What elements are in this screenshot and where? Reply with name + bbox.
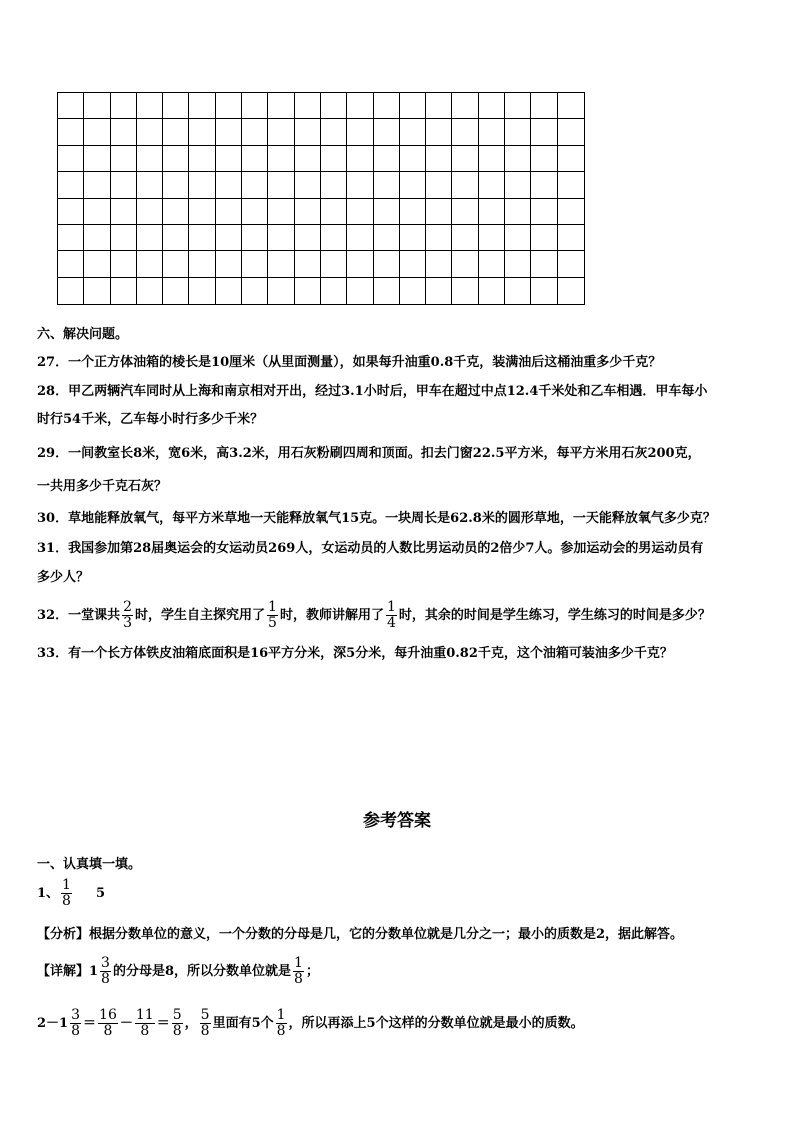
grid-cell xyxy=(268,251,294,277)
grid-cell xyxy=(111,172,137,198)
question-29-cont: 一共用多少千克石灰？ xyxy=(37,479,168,494)
text: － xyxy=(119,1016,133,1031)
question-31: 31．我国参加第28届奥运会的女运动员269人，女运动员的人数比男运动员的2倍少7人。参加运动会的男运动员有 xyxy=(37,541,704,556)
text: ＝ xyxy=(83,1016,97,1031)
denominator: 8 xyxy=(101,971,110,987)
grid-cell xyxy=(426,199,452,225)
grid-cell xyxy=(426,146,452,172)
grid-cell xyxy=(137,199,163,225)
grid-cell xyxy=(505,146,531,172)
grid-cell xyxy=(426,278,452,304)
denominator: 8 xyxy=(140,1023,150,1039)
text: 【详解】1 xyxy=(37,964,99,979)
grid-cell xyxy=(111,225,137,251)
fraction xyxy=(100,956,111,987)
text: 时，教师讲解用了 xyxy=(279,608,384,623)
grid-cell xyxy=(242,93,268,119)
question-30: 30．草地能释放氧气，每平方米草地一天能释放氧气15克。一块周长是62.8米的圆形草地，一天能释放氧气多少克？ xyxy=(37,511,716,526)
text: ； xyxy=(305,964,319,979)
grid-cell xyxy=(163,199,189,225)
grid-cell xyxy=(295,93,321,119)
grid-cell xyxy=(400,119,426,145)
grid-cell xyxy=(347,172,373,198)
grid-cell xyxy=(374,172,400,198)
fraction xyxy=(70,1008,81,1039)
grid-cell xyxy=(163,146,189,172)
grid-cell xyxy=(84,199,110,225)
grid-cell xyxy=(426,251,452,277)
grid-cell xyxy=(452,146,478,172)
numerator: 1 xyxy=(62,877,71,893)
grid-cell xyxy=(268,119,294,145)
grid-cell xyxy=(58,119,84,145)
grid-cell xyxy=(295,172,321,198)
grid-cell xyxy=(558,199,584,225)
grid-cell xyxy=(374,93,400,119)
grid-cell xyxy=(268,225,294,251)
grid-cell xyxy=(558,93,584,119)
denominator: 4 xyxy=(386,615,396,631)
grid-cell xyxy=(479,225,505,251)
denominator: 8 xyxy=(71,1023,81,1039)
grid-cell xyxy=(189,146,215,172)
grid-cell xyxy=(58,225,84,251)
grid-cell xyxy=(558,172,584,198)
grid-cell xyxy=(216,199,242,225)
grid-cell xyxy=(426,93,452,119)
grid-cell xyxy=(295,146,321,172)
grid-cell xyxy=(452,251,478,277)
grid-cell xyxy=(84,278,110,304)
numerator: 1 xyxy=(268,599,277,615)
grid-cell xyxy=(58,146,84,172)
grid-cell xyxy=(347,225,373,251)
grid-cell xyxy=(479,93,505,119)
grid-cell xyxy=(295,225,321,251)
grid-cell xyxy=(505,172,531,198)
grid-cell xyxy=(479,199,505,225)
grid-cell xyxy=(84,119,110,145)
numerator: 3 xyxy=(101,955,110,971)
denominator: 8 xyxy=(103,1023,113,1039)
grid-cell xyxy=(242,225,268,251)
numerator: 11 xyxy=(135,1007,154,1023)
fraction xyxy=(276,1008,287,1039)
grid-cell xyxy=(321,199,347,225)
grid-cell xyxy=(321,93,347,119)
grid-cell xyxy=(84,225,110,251)
grid-cell xyxy=(137,172,163,198)
grid-cell xyxy=(58,278,84,304)
grid-cell xyxy=(531,119,557,145)
numerator: 3 xyxy=(71,1007,81,1023)
grid-cell xyxy=(531,146,557,172)
grid-cell xyxy=(374,199,400,225)
fraction xyxy=(200,1008,211,1039)
grid-cell xyxy=(242,172,268,198)
grid-cell xyxy=(242,278,268,304)
grid-cell xyxy=(216,278,242,304)
grid-cell xyxy=(295,278,321,304)
grid-cell xyxy=(426,119,452,145)
grid-cell xyxy=(242,251,268,277)
grid-cell xyxy=(531,278,557,304)
grid-cell xyxy=(242,199,268,225)
grid-cell xyxy=(111,251,137,277)
grid-cell xyxy=(347,251,373,277)
grid-cell xyxy=(321,119,347,145)
grid-cell xyxy=(321,251,347,277)
grid-cell xyxy=(111,199,137,225)
grid-cell xyxy=(58,93,84,119)
grid-cell xyxy=(163,225,189,251)
section-heading: 六、解决问题。 xyxy=(37,327,129,342)
grid-cell xyxy=(189,172,215,198)
grid-cell xyxy=(216,225,242,251)
fraction xyxy=(172,1008,183,1039)
numerator: 16 xyxy=(99,1007,117,1023)
grid-cell xyxy=(505,278,531,304)
grid-cell xyxy=(58,251,84,277)
grid-cell xyxy=(347,278,373,304)
grid-cell xyxy=(189,278,215,304)
grid-cell xyxy=(558,225,584,251)
grid-cell xyxy=(374,251,400,277)
grid-cell xyxy=(216,172,242,198)
grid-cell xyxy=(84,251,110,277)
grid-cell xyxy=(137,93,163,119)
grid-cell xyxy=(452,225,478,251)
grid-cell xyxy=(400,146,426,172)
grid-cell xyxy=(426,225,452,251)
grid-cell xyxy=(189,93,215,119)
grid-cell xyxy=(321,146,347,172)
denominator: 8 xyxy=(172,1023,182,1039)
grid-cell xyxy=(505,225,531,251)
numerator: 1 xyxy=(294,955,303,971)
grid-cell xyxy=(163,172,189,198)
answer-value: 5 xyxy=(95,886,106,901)
writing-grid xyxy=(57,92,585,305)
grid-cell xyxy=(452,199,478,225)
grid-cell xyxy=(137,251,163,277)
grid-cell xyxy=(400,172,426,198)
grid-cell xyxy=(479,119,505,145)
grid-cell xyxy=(400,93,426,119)
analysis: 【分析】根据分数单位的意义，一个分数的分母是几，它的分数单位就是几分之一；最小的质数是2，据此解答。 xyxy=(37,927,684,942)
answer-1 xyxy=(37,878,105,909)
grid-cell xyxy=(531,199,557,225)
question-32 xyxy=(37,600,711,631)
grid-cell xyxy=(268,146,294,172)
text: 时，其余的时间是学生练习，学生练习的时间是多少？ xyxy=(398,608,711,623)
grid-cell xyxy=(479,251,505,277)
answers-section-heading: 一、认真填一填。 xyxy=(37,857,142,872)
grid-cell xyxy=(295,119,321,145)
grid-cell xyxy=(558,251,584,277)
grid-cell xyxy=(268,93,294,119)
grid-cell xyxy=(479,278,505,304)
fraction xyxy=(122,600,133,631)
numerator: 5 xyxy=(172,1007,182,1023)
grid-cell xyxy=(531,251,557,277)
text: 的分母是8，所以分数单位就是 xyxy=(112,964,292,979)
grid-cell xyxy=(558,119,584,145)
grid-cell xyxy=(137,278,163,304)
grid-cell xyxy=(321,225,347,251)
text: 时，学生自主探究用了 xyxy=(135,608,266,623)
grid-cell xyxy=(452,172,478,198)
numerator: 1 xyxy=(386,599,396,615)
calculation xyxy=(37,1008,584,1039)
grid-cell xyxy=(189,199,215,225)
grid-cell xyxy=(505,251,531,277)
denominator: 5 xyxy=(268,615,277,631)
grid-cell xyxy=(400,251,426,277)
grid-cell xyxy=(479,146,505,172)
text: 32．一堂课共 xyxy=(37,608,121,623)
fraction xyxy=(98,1008,118,1039)
grid-cell xyxy=(111,93,137,119)
answer-number: 1、 xyxy=(37,886,60,901)
denominator: 3 xyxy=(123,615,133,631)
grid-cell xyxy=(374,278,400,304)
grid-cell xyxy=(268,278,294,304)
grid-cell xyxy=(216,93,242,119)
grid-cell xyxy=(137,146,163,172)
grid-cell xyxy=(426,172,452,198)
grid-cell xyxy=(84,172,110,198)
grid-cell xyxy=(216,119,242,145)
grid-cell xyxy=(268,199,294,225)
text: 2－1 xyxy=(37,1016,69,1031)
text: ， xyxy=(184,1016,198,1031)
grid-cell xyxy=(452,278,478,304)
denominator: 8 xyxy=(294,971,303,987)
text: ＝ xyxy=(156,1016,170,1031)
grid-cell xyxy=(111,146,137,172)
grid-cell xyxy=(400,278,426,304)
grid-cell xyxy=(242,146,268,172)
grid-cell xyxy=(84,93,110,119)
grid-cell xyxy=(374,119,400,145)
grid-cell xyxy=(558,278,584,304)
text: ，所以再添上5个这样的分数单位就是最小的质数。 xyxy=(288,1016,584,1031)
question-29: 29．一间教室长8米，宽6米，高3.2米，用石灰粉刷四周和顶面。扣去门窗22.5平方米，每平方米用石灰200克， xyxy=(37,446,701,461)
grid-cell xyxy=(505,93,531,119)
grid-cell xyxy=(374,225,400,251)
grid-cell xyxy=(163,278,189,304)
grid-cell xyxy=(400,225,426,251)
denominator: 8 xyxy=(200,1023,210,1039)
grid-cell xyxy=(347,93,373,119)
grid-cell xyxy=(295,251,321,277)
grid-cell xyxy=(400,199,426,225)
grid-cell xyxy=(58,199,84,225)
grid-cell xyxy=(216,146,242,172)
grid-cell xyxy=(137,119,163,145)
grid-cell xyxy=(479,172,505,198)
numerator: 1 xyxy=(276,1007,286,1023)
fraction xyxy=(386,600,397,631)
grid-cell xyxy=(163,119,189,145)
grid-cell xyxy=(189,225,215,251)
fraction xyxy=(293,956,304,987)
question-31-cont: 多少人？ xyxy=(37,570,90,585)
grid-cell xyxy=(321,172,347,198)
grid-cell xyxy=(216,251,242,277)
fraction xyxy=(135,1008,155,1039)
grid-cell xyxy=(558,146,584,172)
grid-cell xyxy=(452,93,478,119)
grid-cell xyxy=(531,225,557,251)
grid-cell xyxy=(374,146,400,172)
grid-cell xyxy=(189,251,215,277)
answers-title: 参考答案 xyxy=(363,811,431,831)
fraction xyxy=(267,600,278,631)
question-27: 27．一个正方体油箱的棱长是10厘米（从里面测量），如果每升油重0.8千克，装满油后这桶油重多少千克？ xyxy=(37,355,662,370)
grid-cell xyxy=(111,278,137,304)
question-28-cont: 时行54千米，乙车每小时行多少千米？ xyxy=(37,412,264,427)
question-33: 33．有一个长方体铁皮油箱底面积是16平方分米，深5分米，每升油重0.82千克，这个油箱可装油多少千克？ xyxy=(37,646,673,661)
grid-cell xyxy=(84,146,110,172)
numerator: 5 xyxy=(200,1007,210,1023)
grid-cell xyxy=(163,93,189,119)
grid-cell xyxy=(58,172,84,198)
grid-cell xyxy=(163,251,189,277)
grid-cell xyxy=(111,119,137,145)
grid-cell xyxy=(347,199,373,225)
numerator: 2 xyxy=(123,599,133,615)
grid-cell xyxy=(505,119,531,145)
fraction xyxy=(61,878,72,909)
question-28: 28．甲乙两辆汽车同时从上海和南京相对开出，经过3.1小时后，甲车在超过中点12.4千米处和乙车相遇．甲车每小 xyxy=(37,384,708,399)
grid-cell xyxy=(347,146,373,172)
text: 里面有5个 xyxy=(212,1016,274,1031)
denominator: 8 xyxy=(62,893,71,909)
grid-cell xyxy=(242,119,268,145)
grid-cell xyxy=(189,119,215,145)
grid-cell xyxy=(347,119,373,145)
grid-cell xyxy=(137,225,163,251)
denominator: 8 xyxy=(276,1023,286,1039)
grid-cell xyxy=(531,172,557,198)
detail xyxy=(37,956,319,987)
grid-cell xyxy=(268,172,294,198)
grid-cell xyxy=(452,119,478,145)
grid-cell xyxy=(531,93,557,119)
grid-cell xyxy=(295,199,321,225)
grid-cell xyxy=(505,199,531,225)
grid-cell xyxy=(321,278,347,304)
